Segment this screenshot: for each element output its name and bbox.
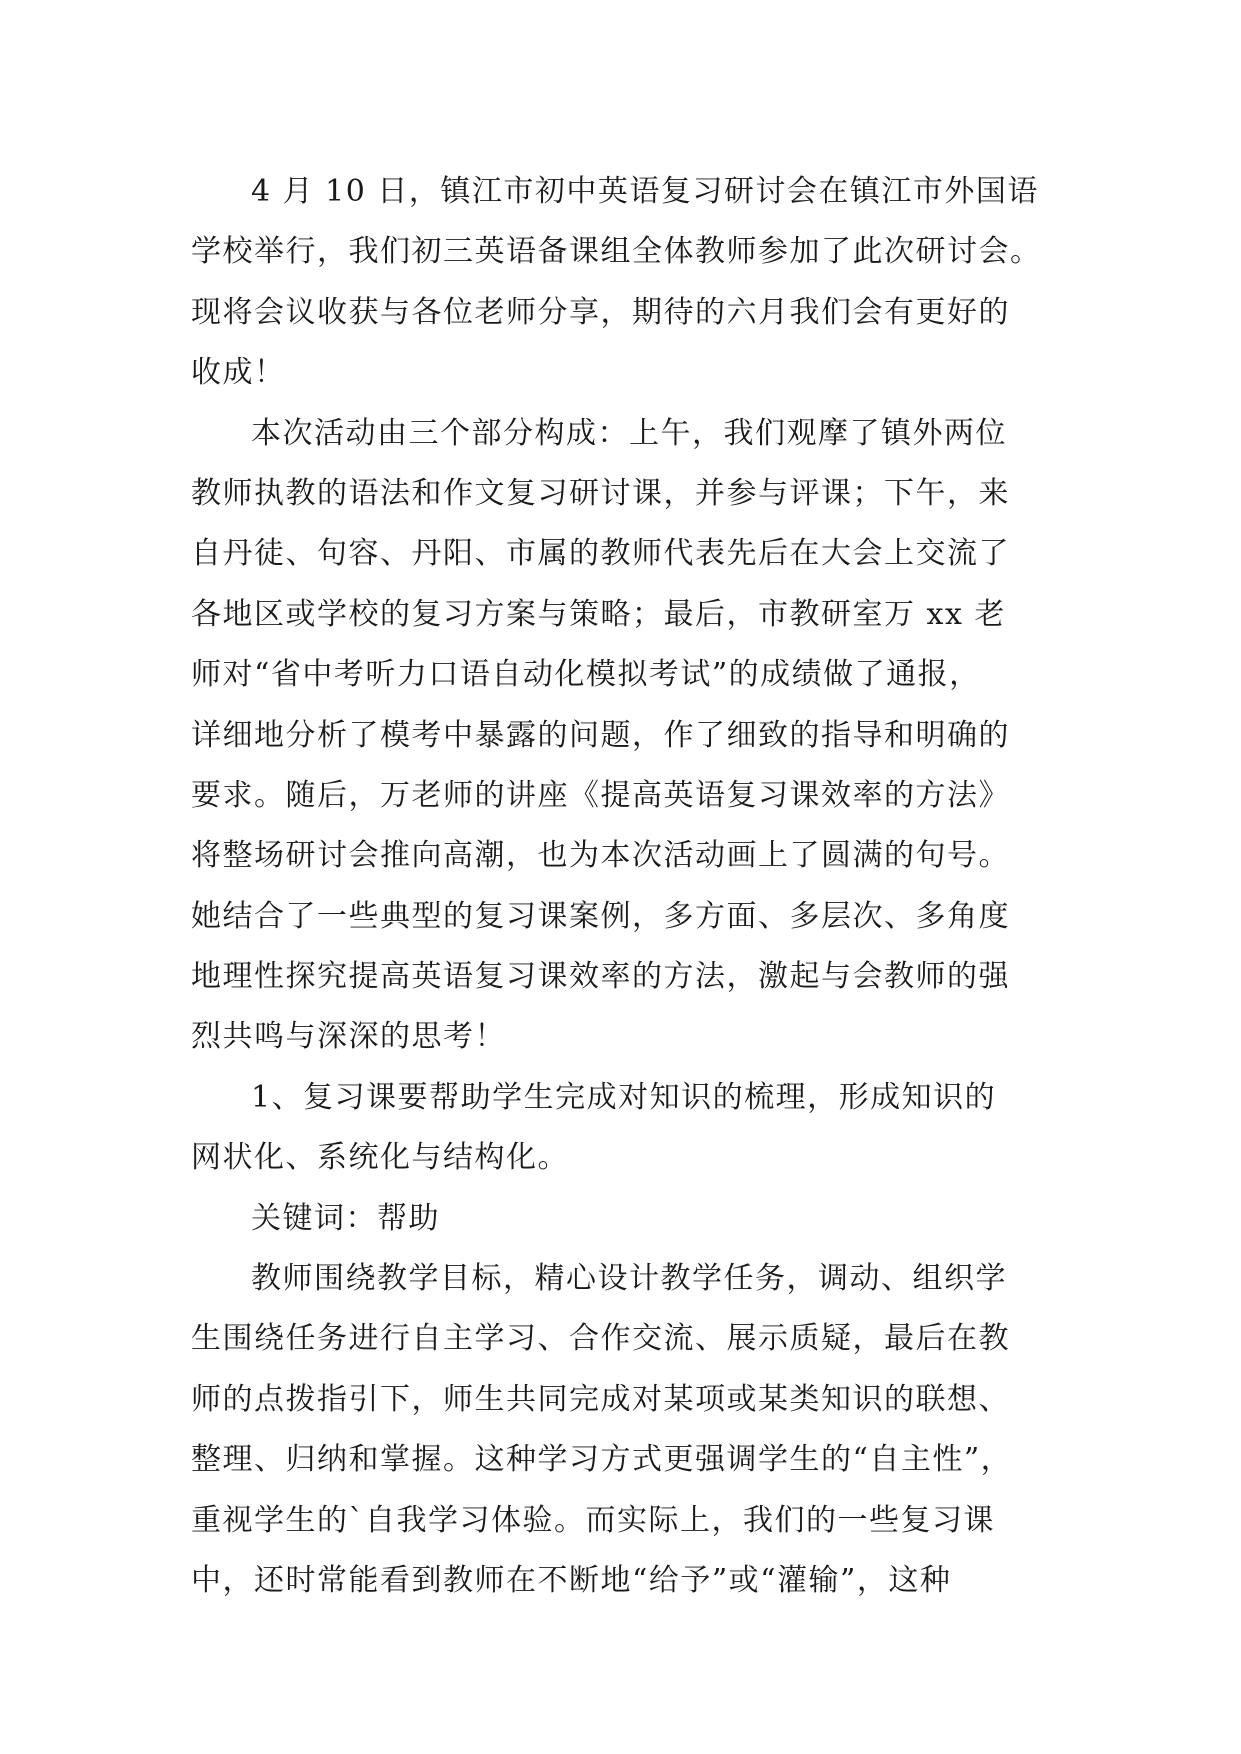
text-line: 本次活动由三个部分构成：上午，我们观摩了镇外两位 bbox=[251, 415, 1007, 451]
text-line: 各地区或学校的复习方案与策略；最后，市教研室万 xx 老 bbox=[191, 596, 1006, 632]
text-line: 现将会议收获与各位老师分享，期待的六月我们会有更好的 bbox=[191, 294, 1010, 330]
text-line: 要求。随后，万老师的讲座《提高英语复习课效率的方法》 bbox=[191, 777, 1010, 813]
text-line: 她结合了一些典型的复习课案例，多方面、多层次、多角度 bbox=[191, 898, 1010, 934]
text-line: 烈共鸣与深深的思考！ bbox=[191, 1019, 506, 1055]
text-line: 生围绕任务进行自主学习、合作交流、展示质疑，最后在教 bbox=[191, 1321, 1010, 1357]
text-line: 中，还时常能看到教师在不断地“给予”或“灌输”，这种 bbox=[191, 1562, 952, 1598]
text-line: 详细地分析了模考中暴露的问题，作了细致的指导和明确的 bbox=[191, 717, 1010, 753]
text-line: 将整场研讨会推向高潮，也为本次活动画上了圆满的句号。 bbox=[191, 838, 1010, 874]
text-line: 教师围绕教学目标，精心设计教学任务，调动、组织学 bbox=[251, 1261, 1007, 1297]
text-line: 收成！ bbox=[191, 355, 286, 391]
text-line: 教师执教的语法和作文复习研讨课，并参与评课；下午，来 bbox=[191, 475, 1010, 511]
text-line: 重视学生的`自我学习体验。而实际上，我们的一些复习课 bbox=[191, 1502, 995, 1538]
text-line: 学校举行，我们初三英语备课组全体教师参加了此次研讨会。 bbox=[191, 234, 1042, 270]
text-line: 自丹徒、句容、丹阳、市属的教师代表先后在大会上交流了 bbox=[191, 536, 1010, 572]
text-line: 整理、归纳和掌握。这种学习方式更强调学生的“自主性”， bbox=[191, 1442, 1013, 1478]
text-line: 关键词：帮助 bbox=[251, 1200, 440, 1236]
text-line: 师的点拨指引下，师生共同完成对某项或某类知识的联想、 bbox=[191, 1381, 1010, 1417]
body-text bbox=[191, 162, 1091, 1611]
text-line: 1、复习课要帮助学生完成对知识的梳理，形成知识的 bbox=[251, 1079, 997, 1115]
text-line: 4 月 10 日，镇江市初中英语复习研讨会在镇江市外国语 bbox=[251, 174, 1039, 209]
text-line: 师对“省中考听力口语自动化模拟考试”的成绩做了通报， bbox=[191, 657, 981, 693]
text-line: 地理性探究提高英语复习课效率的方法，激起与会教师的强 bbox=[191, 959, 1010, 995]
text-line: 网状化、系统化与结构化。 bbox=[191, 1140, 569, 1176]
